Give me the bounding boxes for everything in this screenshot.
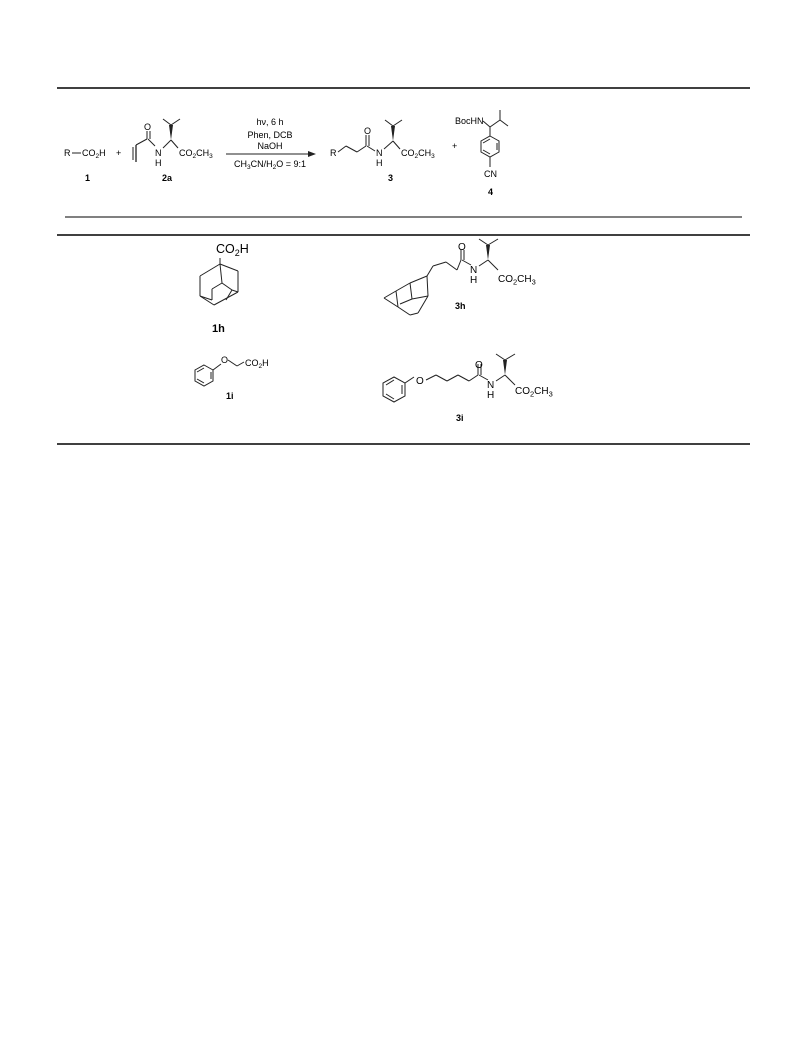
r-group-label-3: R <box>330 148 337 158</box>
product-3h <box>384 239 536 315</box>
compound-number-3i: 3i <box>456 413 464 423</box>
r-group-label: R <box>64 148 71 158</box>
ester-2a: $CO_2CH_3$ <box>179 148 213 160</box>
ester-3i: $CO_2CH_3$ <box>515 386 553 399</box>
ester-3h: $CO_2CH_3$ <box>498 274 536 287</box>
compound-number-2a: 2a <box>162 173 173 183</box>
carbonyl-o-3i: O <box>475 360 483 371</box>
amide-h-3h: H <box>470 275 478 286</box>
carboxyl-label: $CO_2H$ <box>82 148 106 160</box>
ester-3: $CO_2CH_3$ <box>401 148 435 160</box>
compound-number-1: 1 <box>85 173 91 183</box>
amide-n-2a: N <box>155 148 162 158</box>
product-3 <box>330 120 435 183</box>
reaction-arrow <box>226 117 316 171</box>
carbonyl-o-2a: O <box>144 122 152 132</box>
amide-n-3h: N <box>470 265 478 276</box>
amide-n-3i: N <box>487 380 495 391</box>
table-row <box>195 354 553 423</box>
plus-sign-2: + <box>452 141 458 151</box>
amide-h-2a: H <box>155 158 162 168</box>
carboxyl-label-1h: $CO_2H$ <box>216 242 249 258</box>
carbonyl-o-3h: O <box>458 242 466 253</box>
reaction-scheme <box>64 110 508 197</box>
compound-number-1h: 1h <box>212 323 225 335</box>
ether-o-1i: O <box>221 355 229 365</box>
ether-o-3i: O <box>416 376 424 387</box>
table-row <box>200 239 536 335</box>
substrate-1i <box>195 355 269 401</box>
compound-number-3: 3 <box>388 173 394 183</box>
carboxyl-label-1i: $CO_2H$ <box>245 358 269 370</box>
carbonyl-o-3: O <box>364 126 372 136</box>
reactant-1 <box>64 148 106 183</box>
compound-number-1i: 1i <box>226 391 234 401</box>
amide-n-3: N <box>376 148 383 158</box>
condition-base: NaOH <box>257 141 283 151</box>
condition-solvent: $CH_3CN/H_2O$ = 9:1 <box>233 159 307 171</box>
bochn-label: BocHN <box>455 116 484 126</box>
plus-sign: + <box>116 148 122 158</box>
condition-light-time: hν, 6 h <box>256 117 284 127</box>
compound-number-3h: 3h <box>455 301 466 311</box>
nitrile-label: CN <box>484 169 497 179</box>
amide-h-3: H <box>376 158 383 168</box>
substrate-1h <box>200 242 249 335</box>
product-4 <box>455 110 508 197</box>
compound-number-4: 4 <box>488 187 494 197</box>
product-3i <box>383 354 553 423</box>
reactant-2a <box>133 119 213 183</box>
condition-catalyst: Phen, DCB <box>247 130 293 140</box>
amide-h-3i: H <box>487 390 495 401</box>
